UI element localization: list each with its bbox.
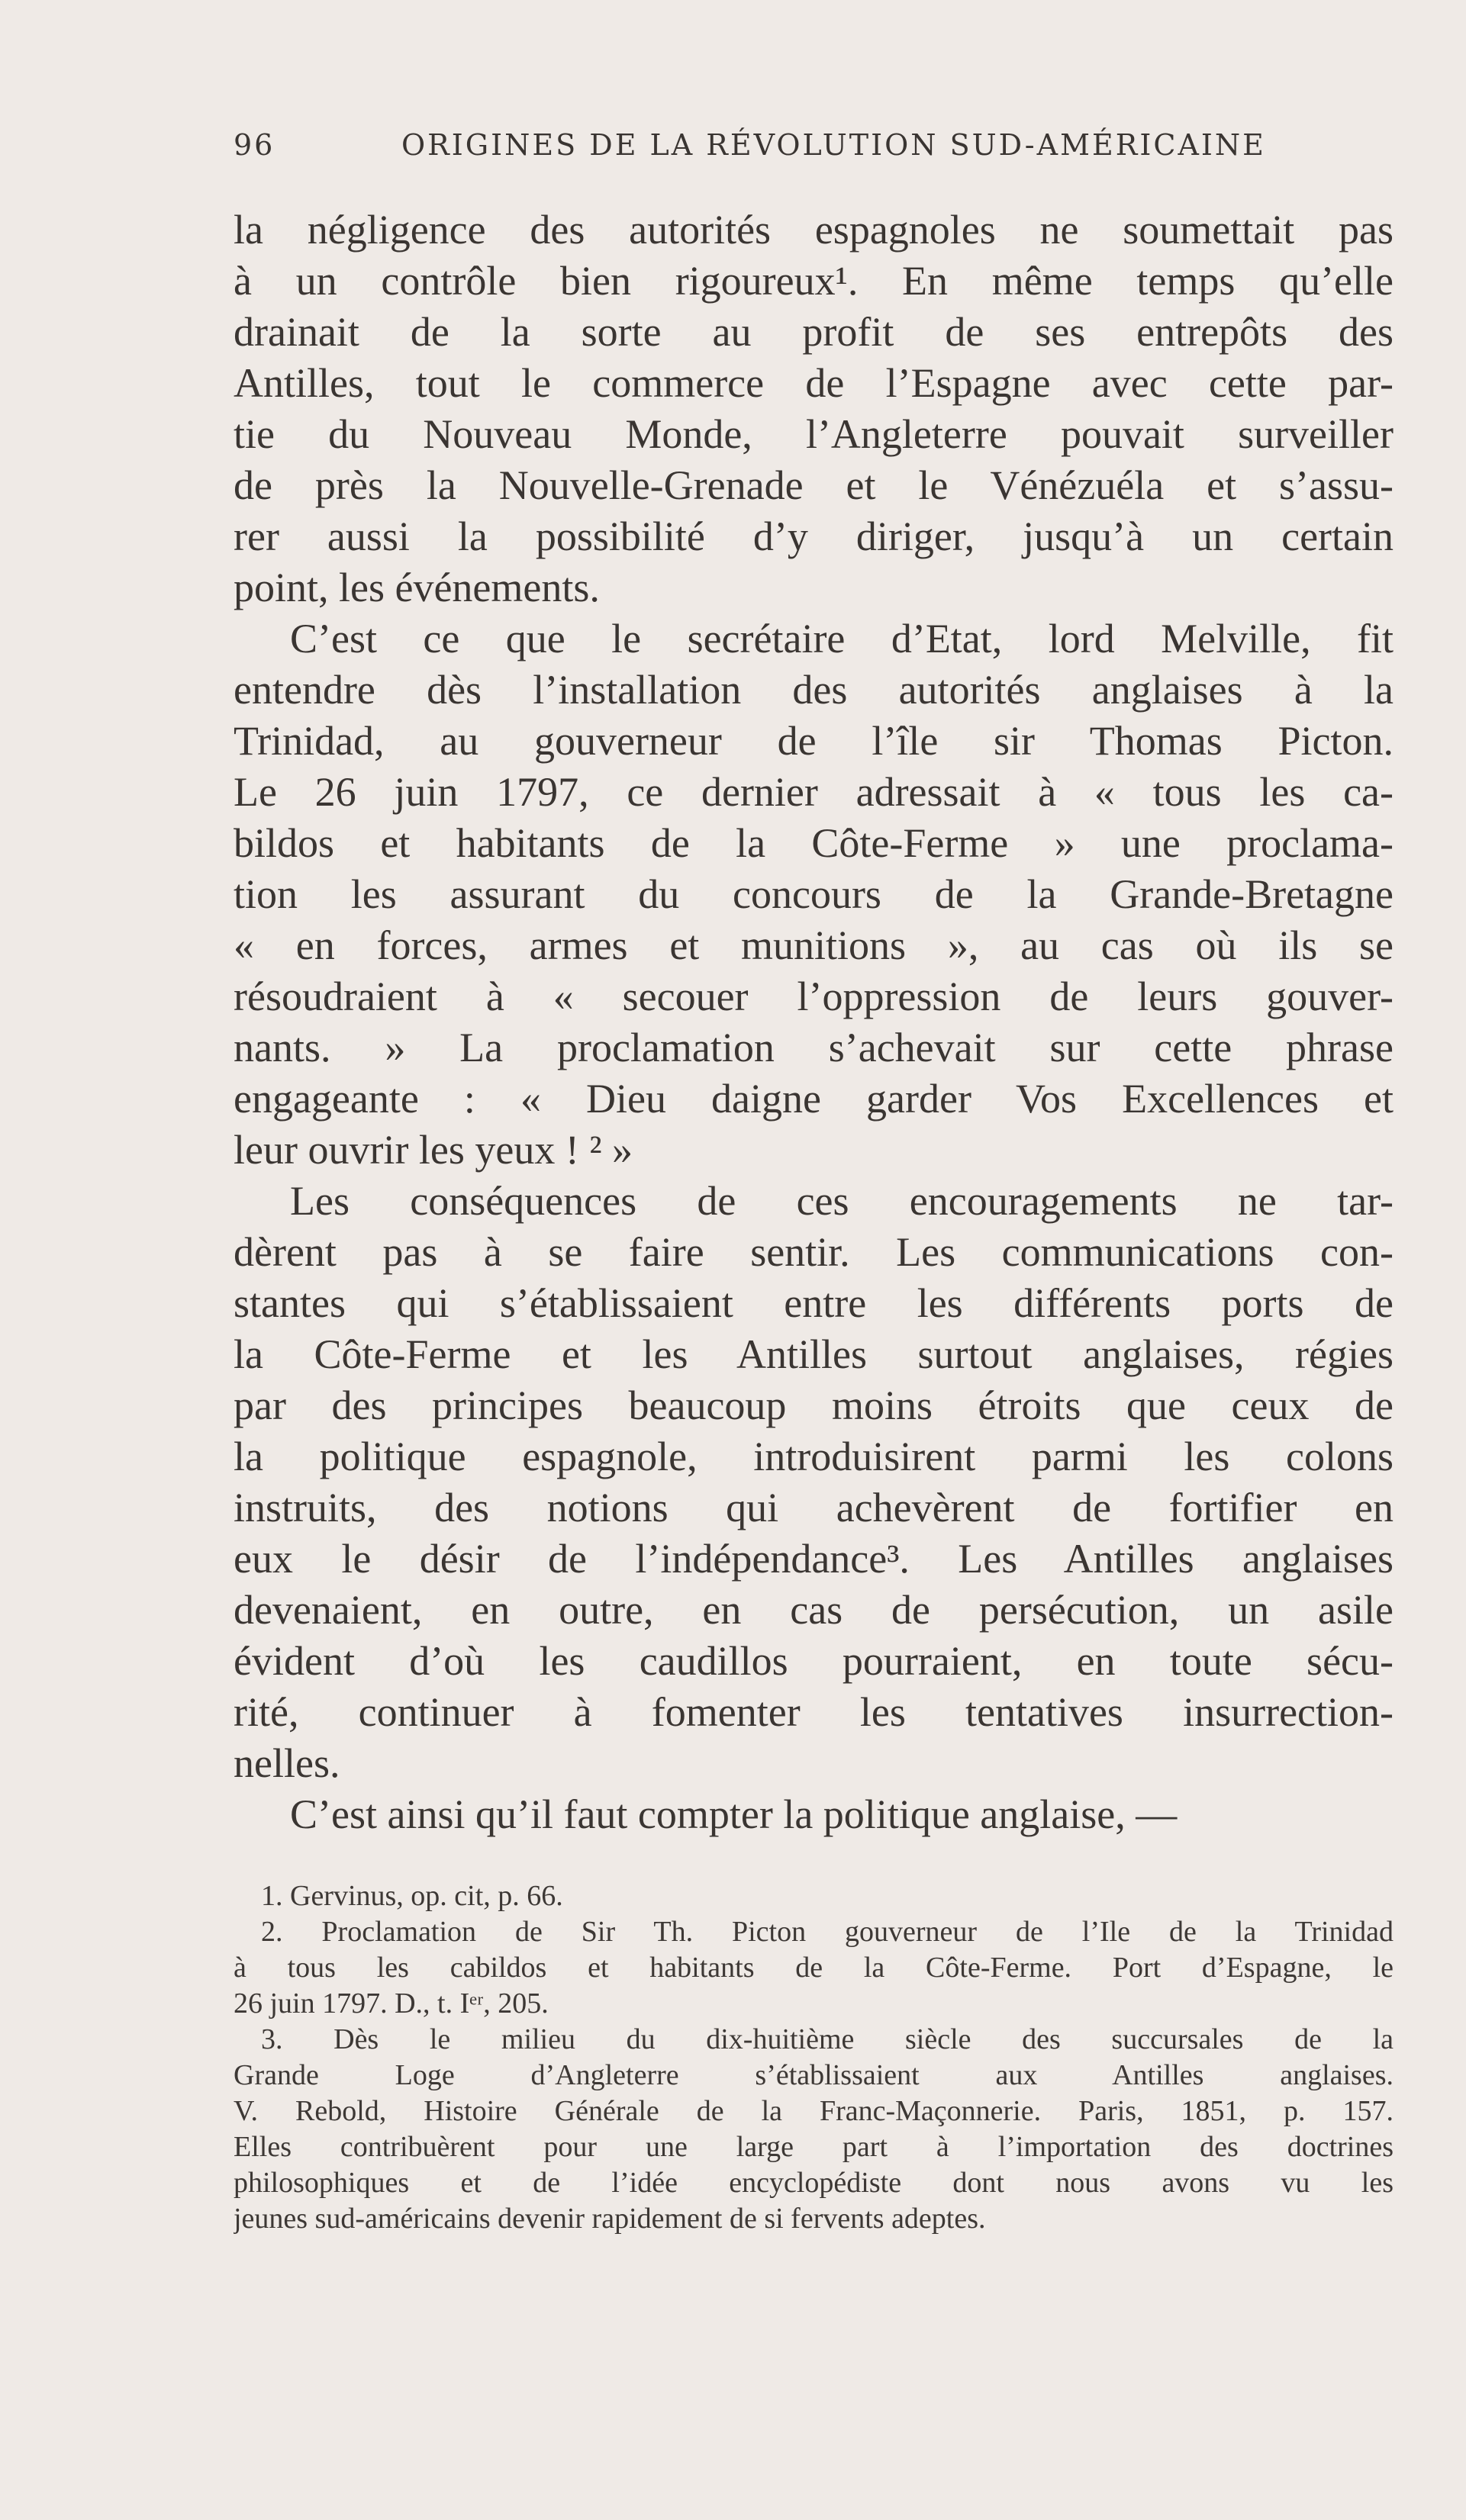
body-line: nelles. [234,1740,340,1786]
page-header [234,128,1394,174]
footnote-line: jeunes sud-américains devenir rapidement de si fervents adeptes. [234,2203,986,2235]
body-line: devenaient, en outre, en cas de persécution, un asile [234,1587,1394,1633]
body-line: évident d’où les caudillos pourraient, en toute sécu- [234,1638,1394,1684]
body-line: leur ouvrir les yeux ! ² » [234,1127,633,1173]
footnote-line: Elles contribuèrent pour une large part à l’importation des doctrines [234,2131,1394,2163]
footnote-line: 2. Proclamation de Sir Th. Picton gouverneur de l’Ile de la Trinidad [261,1916,1394,1948]
body-line: engageante : « Dieu daigne garder Vos Excellences et [234,1076,1394,1122]
body-line: Le 26 juin 1797, ce dernier adressait à « tous les ca- [234,769,1394,815]
footnote-line: philosophiques et de l’idée encyclopédiste dont nous avons vu les [234,2167,1394,2199]
body-line: la politique espagnole, introduisirent parmi les colons [234,1434,1394,1479]
body-line: entendre dès l’installation des autorités anglaises à la [234,667,1394,713]
body-line: Antilles, tout le commerce de l’Espagne avec cette par- [234,360,1394,406]
body-line: C’est ainsi qu’il faut compter la politique anglaise, — [290,1791,1178,1837]
body-line: drainait de la sorte au profit de ses entrepôts des [234,309,1394,355]
footnotes [234,1878,1394,2237]
body-line: bildos et habitants de la Côte-Ferme » une proclama- [234,820,1394,866]
body-line: tie du Nouveau Monde, l’Angleterre pouvait surveiller [234,411,1394,457]
body-line: point, les événements. [234,565,600,610]
footnote-line: V. Rebold, Histoire Générale de la Franc-Maçonnerie. Paris, 1851, p. 157. [234,2095,1394,2127]
footnote-line: 3. Dès le milieu du dix-huitième siècle des succursales de la [261,2023,1394,2055]
body-line: à un contrôle bien rigoureux¹. En même temps qu’elle [234,258,1394,304]
body-line: Trinidad, au gouverneur de l’île sir Thomas Picton. [234,718,1394,764]
body-line: résoudraient à « secouer l’oppression de leurs gouver- [234,974,1394,1019]
body-line: par des principes beaucoup moins étroits que ceux de [234,1382,1394,1428]
body-line: eux le désir de l’indépendance³. Les Antilles anglaises [234,1536,1394,1582]
body-line: Les conséquences de ces encouragements ne tar- [290,1178,1394,1224]
body-line: tion les assurant du concours de la Grande-Bretagne [234,871,1394,917]
footnote-line: à tous les cabildos et habitants de la Côte-Ferme. Port d’Espagne, le [234,1952,1394,1984]
body-line: la Côte-Ferme et les Antilles surtout anglaises, régies [234,1331,1394,1377]
footnote-line: 26 juin 1797. D., t. Iᵉʳ, 205. [234,1987,549,2020]
page-number: 96 [234,128,275,162]
body-line: « en forces, armes et munitions », au cas où ils se [234,922,1394,968]
footnote-line: Grande Loge d’Angleterre s’établissaient aux Antilles anglaises. [234,2059,1394,2091]
body-line: stantes qui s’établissaient entre les différents ports de [234,1280,1394,1326]
body-line: dèrent pas à se faire sentir. Les communications con- [234,1229,1394,1275]
body-line: C’est ce que le secrétaire d’Etat, lord Melville, fit [290,616,1394,661]
body-line: instruits, des notions qui achevèrent de fortifier en [234,1485,1394,1530]
body-line: de près la Nouvelle-Grenade et le Vénézuéla et s’assu- [234,462,1394,508]
running-title: ORIGINES DE LA RÉVOLUTION SUD-AMÉRICAINE [401,128,1266,162]
body-line: rer aussi la possibilité d’y diriger, jusqu’à un certain [234,513,1394,559]
body-text [234,204,1394,1840]
footnote-line: 1. Gervinus, op. cit, p. 66. [261,1880,563,1912]
body-line: rité, continuer à fomenter les tentatives insurrection- [234,1689,1394,1735]
body-line: nants. » La proclamation s’achevait sur cette phrase [234,1025,1394,1070]
body-line: la négligence des autorités espagnoles ne soumettait pas [234,207,1394,253]
